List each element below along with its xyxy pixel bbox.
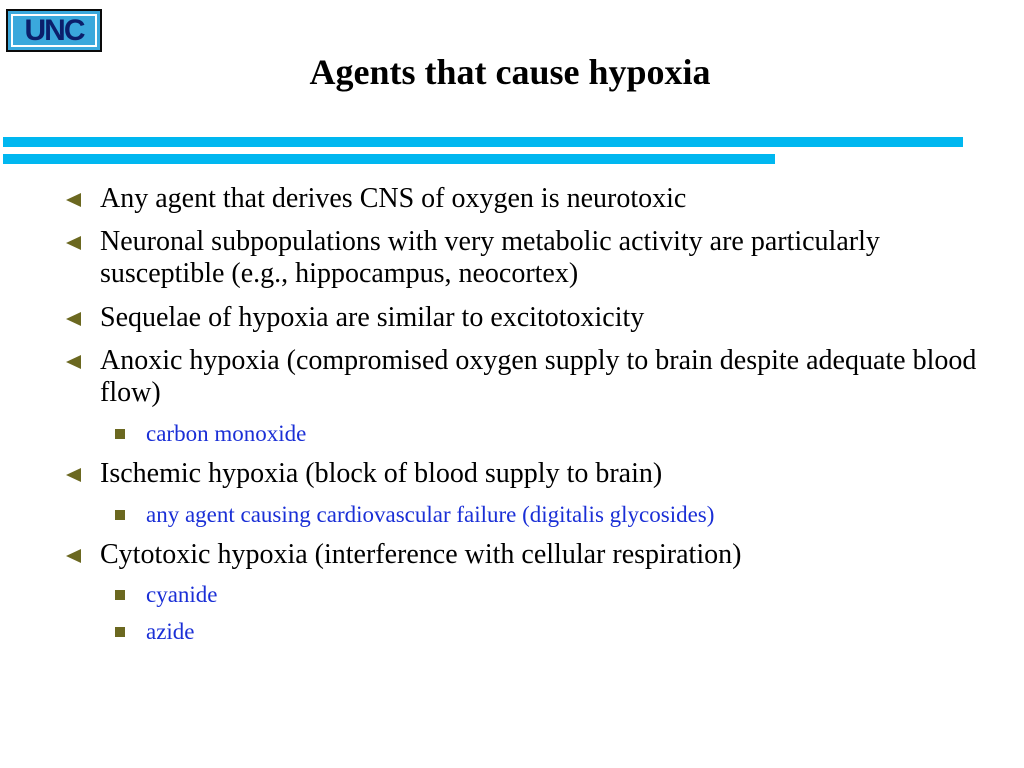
triangle-bullet-icon <box>66 236 81 250</box>
subbullet-item: cyanide <box>146 582 218 607</box>
slide-title: Agents that cause hypoxia <box>309 52 711 92</box>
bullet-item: Anoxic hypoxia (compromised oxygen supply to brain despite adequate blood flow) <box>100 345 977 408</box>
triangle-bullet-icon <box>66 355 81 369</box>
triangle-bullet-icon <box>66 312 81 326</box>
triangle-bullet-icon <box>66 468 81 482</box>
unc-logo-text: UNC <box>24 13 84 47</box>
square-subbullet-icon <box>115 429 125 439</box>
subbullet-item: any agent causing cardiovascular failure (digitalis glycosides) <box>146 502 715 527</box>
bullet-item: Any agent that derives CNS of oxygen is neurotoxic <box>100 183 687 214</box>
bullet-item: Cytotoxic hypoxia (interference with cellular respiration) <box>100 539 742 570</box>
bullet-item: Ischemic hypoxia (block of blood supply to brain) <box>100 458 663 489</box>
bullet-item: Sequelae of hypoxia are similar to excitotoxicity <box>100 302 645 333</box>
triangle-bullet-icon <box>66 193 81 207</box>
subbullet-item: azide <box>146 619 195 644</box>
square-subbullet-icon <box>115 510 125 520</box>
square-subbullet-icon <box>115 590 125 600</box>
bullet-item: Neuronal subpopulations with very metabolic activity are particularly susceptible (e.g., hippocampus, neocortex) <box>100 226 880 289</box>
subbullet-item: carbon monoxide <box>146 421 307 446</box>
square-subbullet-icon <box>115 627 125 637</box>
triangle-bullet-icon <box>66 549 81 563</box>
